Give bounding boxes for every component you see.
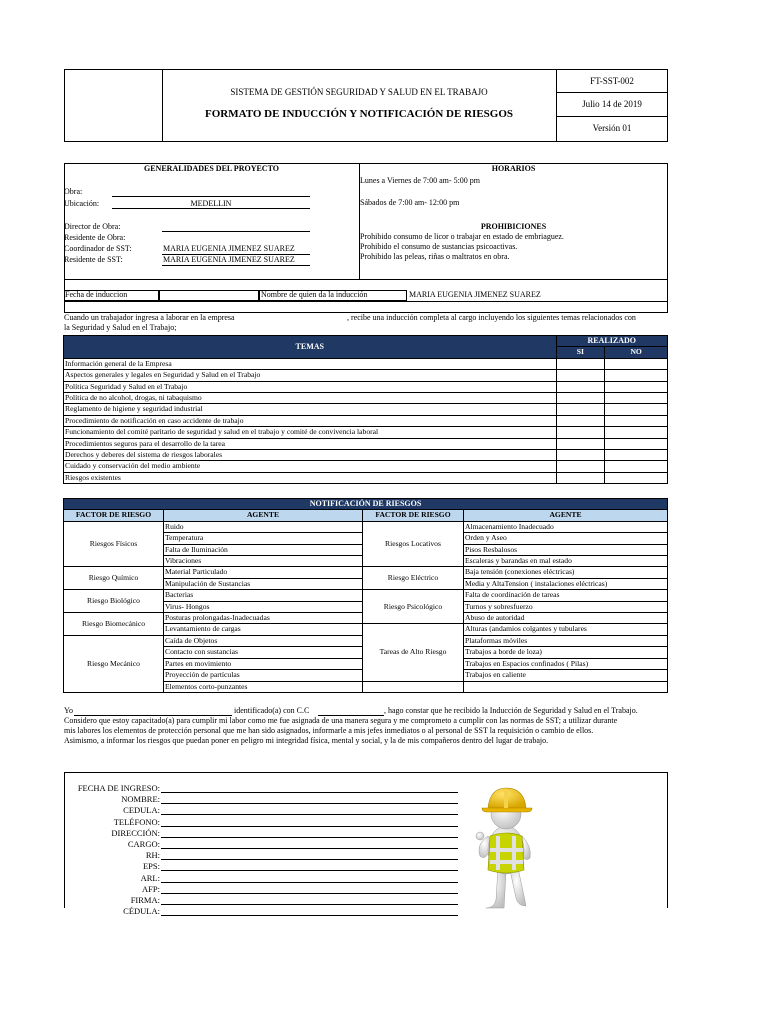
topic-label: Cuidado y conservación del medio ambiente [64, 461, 557, 472]
topic-yes-cell[interactable] [556, 370, 605, 381]
induction-date-input[interactable] [159, 290, 259, 301]
risk-factor: Riesgo Biomecánico [64, 613, 164, 636]
topic-row [64, 381, 668, 392]
risk-agent: Material Particulado [164, 567, 363, 578]
form-field-label: CEDULA: [123, 805, 160, 816]
declaration-line-2: Considero que estoy capacitado(a) para cumplir mi labor como me fue asignada de una manera segura y me comprometo a cumplir con las normas de SST; a utilizar durante [64, 716, 618, 725]
risk-agent: Manipulación de Sustancias [164, 578, 363, 589]
form-field-input[interactable] [161, 859, 458, 860]
risk-agent: Escaleras y barandas en mal estado [464, 556, 668, 567]
topic-no-cell[interactable] [605, 404, 668, 415]
no-heading: NO [605, 347, 668, 358]
doc-code: FT-SST-002 [590, 76, 634, 86]
risk-row [64, 567, 668, 578]
risk-agent: Media y AltaTension ( instalaciones eléctricas) [464, 578, 668, 589]
risk-factor: Tareas de Alto Riesgo [363, 624, 464, 681]
intro-line-1b: , recibe una inducción completa al cargo incluyendo los siguientes temas relacionados con [347, 313, 636, 322]
risk-agent: Elementos corto-punzantes [164, 681, 363, 692]
declaration-line-4: Asimismo, a informar los riesgos que puedan poner en peligro mi integridad física, mental y social, y la de mis compañeros dentro del lugar de trabajo. [64, 736, 549, 745]
risk-agent: Trabajos en caliente [464, 670, 668, 681]
topic-label: Aspectos generales y legales en Seguridad y Salud en el Trabajo [64, 370, 557, 381]
obra-field [112, 196, 310, 197]
topic-row [64, 438, 668, 449]
risk-agent: Alturas (andamios colgantes y tubulares [464, 624, 668, 635]
risk-row [64, 590, 668, 601]
factor-heading-right: FACTOR DE RIESGO [363, 510, 464, 521]
risk-factor: Riesgo Psicológico [363, 590, 464, 624]
form-field-label: ARL: [140, 872, 160, 883]
form-field-input[interactable] [161, 826, 458, 827]
residente-sst-value: MARIA EUGENIA JIMENEZ SUAREZ [163, 255, 295, 264]
project-bottom-line [64, 279, 668, 280]
topic-no-cell[interactable] [605, 427, 668, 438]
project-induction-line [64, 301, 668, 302]
risk-agent: Almacenamiento Inadecuado [464, 521, 668, 532]
risk-agent: Caída de Objetos [164, 635, 363, 646]
topic-no-cell[interactable] [605, 438, 668, 449]
risk-factor: Riesgo Químico [64, 567, 164, 590]
prohibition-item: Prohibido las peleas, riñas o maltratos en obra. [360, 252, 510, 261]
topic-no-cell[interactable] [605, 415, 668, 426]
declaration-line-1: , hago constar que he recibido la Inducción de Seguridad y Salud en el Trabajo. [384, 706, 638, 715]
form-field-label: CÉDULA: [123, 906, 160, 917]
risk-agent: Bacterias [164, 590, 363, 601]
topic-yes-cell[interactable] [556, 472, 605, 483]
residente-sst-field [162, 265, 310, 266]
form-field-label: FIRMA: [130, 895, 160, 905]
declaration-line-3: mis labores los elementos de protección personal que me han sido asignados, informarle a mis jefes inmediatos o al personal de SST la requisición o cambio de ellos. [64, 726, 594, 735]
form-field-label: RH: [145, 850, 160, 861]
topic-label: Política de no alcohol, drogas, ni tabaquismo [64, 393, 557, 404]
intro-line-2: la Seguridad y Salud en el Trabajo; [64, 323, 177, 332]
form-field-label: CARGO: [127, 839, 160, 849]
form-field-input[interactable] [161, 904, 458, 905]
risk-agent: Pisos Resbalosos [464, 544, 668, 555]
form-field-label: DIRECCIÓN: [111, 827, 160, 838]
agent-heading-left: AGENTE [164, 510, 363, 521]
risk-agent: Turnos y sobresfuerzo [464, 601, 668, 612]
header-divider-left [162, 69, 163, 142]
topic-label: Información general de la Empresa [64, 358, 557, 369]
factor-heading-left: FACTOR DE RIESGO [64, 510, 164, 521]
risk-factor: Riesgo Biológico [64, 590, 164, 613]
schedule-weekdays: Lunes a Viernes de 7:00 am- 5:00 pm [360, 176, 481, 185]
risk-empty-cell [363, 681, 464, 692]
risk-agent: Proyección de partículas [164, 670, 363, 681]
form-field-input[interactable] [161, 893, 458, 894]
topic-no-cell[interactable] [605, 461, 668, 472]
prohibitions-heading: PROHIBICIONES [480, 222, 547, 231]
induction-date-label: Fecha de induccion [65, 290, 128, 299]
ubicacion-value: MEDELLIN [190, 199, 232, 208]
coordinador-label: Coordinador de SST: [64, 244, 132, 253]
topic-label: Procedimiento de notificación en caso accidente de trabajo [64, 415, 557, 426]
risk-agent: Baja tensión (conexiones eléctricas) [464, 567, 668, 578]
form-field-label: TELÉFONO: [113, 816, 160, 827]
form-field-label: EPS: [142, 861, 160, 872]
form-field-input[interactable] [161, 792, 458, 793]
risk-agent: Orden y Aseo [464, 533, 668, 544]
residente-sst-label: Residente de SST: [64, 255, 123, 264]
risk-agent: Plataformas móviles [464, 635, 668, 646]
schedule-heading: HORARIOS [491, 164, 536, 173]
risk-agent: Levantamiento de cargas [164, 624, 363, 635]
topics-table [63, 335, 668, 484]
topic-no-cell[interactable] [605, 381, 668, 392]
ubicacion-field [112, 208, 310, 209]
form-field-input[interactable] [161, 803, 458, 804]
form-field-label: NOMBRE: [121, 794, 160, 805]
risk-agent: Posturas prolongadas-Inadecuadas [164, 613, 363, 624]
form-field-input[interactable] [161, 837, 458, 838]
topic-no-cell[interactable] [605, 370, 668, 381]
topics-heading: TEMAS [64, 336, 557, 359]
risk-row [64, 521, 668, 532]
residente-obra-label: Residente de Obra: [64, 233, 126, 242]
topic-row [64, 450, 668, 461]
risk-agent: Abuso de autoridad [464, 613, 668, 624]
risk-agent: Contacto con sustancias [164, 647, 363, 658]
risk-agent: Trabajos en Espacios confinados ( Pilas) [464, 658, 668, 669]
topic-yes-cell[interactable] [556, 427, 605, 438]
topic-label: Riesgos existentes [64, 472, 557, 483]
risk-factor: Riesgo Mecánico [64, 635, 164, 692]
topic-yes-cell[interactable] [556, 450, 605, 461]
declaration-identified: identificado(a) con C.C [234, 706, 310, 715]
risks-table [63, 498, 668, 693]
risk-agent: Virus- Hongos [164, 601, 363, 612]
schedule-saturday: Sábados de 7:00 am- 12:00 pm [360, 198, 460, 207]
topic-row [64, 472, 668, 483]
topic-yes-cell[interactable] [556, 415, 605, 426]
form-field-label: FECHA DE INGRESO: [77, 783, 160, 793]
done-heading: REALIZADO [556, 336, 668, 347]
declaration-yo: Yo [64, 706, 73, 715]
risk-agent: Falta de coordinación de tareas [464, 590, 668, 601]
induction-name-label: Nombre de quien da la inducción [261, 290, 368, 299]
agent-heading-right: AGENTE [464, 510, 668, 521]
yes-heading: SI [556, 347, 605, 358]
topic-yes-cell[interactable] [556, 393, 605, 404]
topic-label: Procedimientos seguros para el desarrollo de la tarea [64, 438, 557, 449]
risk-agent: Falta de Iluminación [164, 544, 363, 555]
risk-agent: Ruido [164, 521, 363, 532]
prohibition-item: Prohibido consumo de licor o trabajar en estado de embriaguez. [360, 232, 564, 241]
risk-agent: Partes en movimiento [164, 658, 363, 669]
topic-yes-cell[interactable] [556, 381, 605, 392]
form-field-input[interactable] [161, 870, 458, 871]
worker-illustration [470, 780, 550, 912]
project-heading: GENERALIDADES DEL PROYECTO [144, 164, 279, 173]
topic-yes-cell[interactable] [556, 461, 605, 472]
risk-agent: Trabajos a borde de loza) [464, 647, 668, 658]
risk-agent: Vibraciones [164, 556, 363, 567]
risk-factor: Riesgo Eléctrico [363, 567, 464, 590]
director-field [162, 231, 310, 232]
topic-row [64, 393, 668, 404]
risk-factor: Riesgos Físicos [64, 521, 164, 567]
topic-no-cell[interactable] [605, 472, 668, 483]
topic-row [64, 370, 668, 381]
topic-row [64, 415, 668, 426]
coordinador-value: MARIA EUGENIA JIMENEZ SUAREZ [163, 244, 295, 253]
topic-row [64, 358, 668, 369]
header-system: SISTEMA DE GESTIÓN SEGURIDAD Y SALUD EN EL TRABAJO [230, 87, 488, 97]
risk-factor: Riesgos Locativos [363, 521, 464, 567]
topic-no-cell[interactable] [605, 393, 668, 404]
topic-row [64, 427, 668, 438]
form-field-input[interactable] [161, 915, 458, 916]
topic-row [64, 404, 668, 415]
form-field-input[interactable] [161, 882, 458, 883]
form-field-input[interactable] [161, 848, 458, 849]
risk-agent: Temperatura [164, 533, 363, 544]
header-row-line-2 [556, 116, 668, 117]
ubicacion-label: Ubicación: [64, 199, 100, 208]
page-title: FORMATO DE INDUCCIÓN Y NOTIFICACIÓN DE RIESGOS [204, 108, 514, 120]
prohibition-item: Prohibido el consumo de sustancias psicoactivas. [360, 242, 518, 251]
form-field-input[interactable] [161, 814, 458, 815]
topic-yes-cell[interactable] [556, 438, 605, 449]
topic-label: Funcionamiento del comité paritario de seguridad y salud en el trabajo y comité de convivencia laboral [64, 427, 557, 438]
topic-row [64, 461, 668, 472]
form-field-label: AFP: [142, 883, 160, 894]
topic-no-cell[interactable] [605, 450, 668, 461]
topic-label: Reglamento de higiene y seguridad industrial [64, 404, 557, 415]
induction-name-value: MARIA EUGENIA JIMENEZ SUAREZ [409, 290, 541, 299]
doc-version: Versión 01 [592, 123, 632, 133]
director-label: Director de Obra: [64, 222, 121, 231]
topic-label: Derechos y deberes del sistema de riesgos laborales [64, 450, 557, 461]
obra-label: Obra: [64, 187, 83, 196]
topic-label: Política Seguridad y Salud en el Trabajo [64, 381, 557, 392]
intro-line-1a: Cuando un trabajador ingresa a laborar en la empresa [64, 313, 235, 322]
risks-heading: NOTIFICACIÓN DE RIESGOS [64, 499, 668, 510]
topic-yes-cell[interactable] [556, 358, 605, 369]
doc-date: Julio 14 de 2019 [582, 99, 642, 109]
header-row-line-1 [556, 92, 668, 93]
topic-yes-cell[interactable] [556, 404, 605, 415]
topic-no-cell[interactable] [605, 358, 668, 369]
